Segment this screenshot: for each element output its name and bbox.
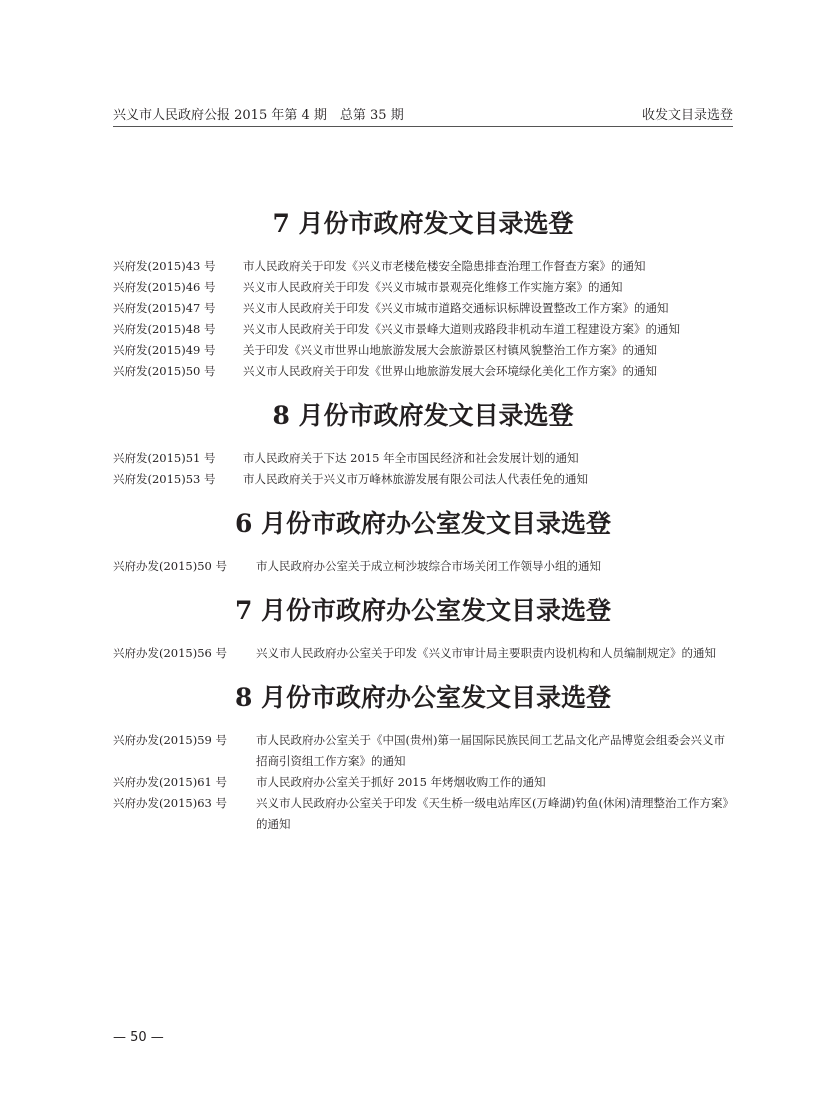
document-number: 兴府发(2015)43 号 — [113, 259, 216, 273]
document-list — [113, 448, 733, 490]
document-title: 市人民政府关于下达 2015 年全市国民经济和社会发展计划的通知 — [243, 451, 579, 465]
document-entry — [113, 556, 733, 577]
document-number: 兴府发(2015)49 号 — [113, 343, 216, 357]
section-title: 7 月份市政府发文目录选登 — [272, 209, 574, 238]
section-august-government-documents — [113, 392, 733, 490]
document-title: 兴义市人民政府关于印发《兴义市景峰大道则戎路段非机动车道工程建设方案》的通知 — [243, 322, 680, 336]
document-list — [113, 256, 733, 382]
document-entry — [113, 361, 733, 382]
document-title: 兴义市人民政府办公室关于印发《天生桥一级电站库区(万峰湖)钓鱼(休闲)清理整治工作方案》的通知 — [256, 796, 729, 831]
document-title: 市人民政府办公室关于成立柯沙坡综合市场关闭工作领导小组的通知 — [256, 559, 601, 573]
section-title: 8 月份市政府办公室发文目录选登 — [234, 683, 612, 712]
document-number: 兴府办发(2015)63 号 — [113, 796, 228, 810]
document-number: 兴府发(2015)48 号 — [113, 322, 216, 336]
document-title: 兴义市人民政府关于印发《世界山地旅游发展大会环境绿化美化工作方案》的通知 — [243, 364, 657, 378]
header-section-title: 收发文目录选登 — [641, 108, 733, 123]
document-entry — [113, 730, 733, 772]
document-number: 兴府发(2015)50 号 — [113, 364, 216, 378]
section-august-office-documents — [113, 674, 733, 835]
document-title: 兴义市人民政府关于印发《兴义市城市景观亮化维修工作实施方案》的通知 — [243, 280, 623, 294]
document-list — [113, 730, 733, 835]
document-number: 兴府发(2015)46 号 — [113, 280, 216, 294]
page-number: — 50 — — [113, 1030, 164, 1045]
document-entry — [113, 298, 733, 319]
section-title: 6 月份市政府办公室发文目录选登 — [234, 509, 612, 538]
document-list — [113, 643, 733, 664]
section-title: 7 月份市政府办公室发文目录选登 — [234, 596, 612, 625]
section-title: 8 月份市政府发文目录选登 — [272, 401, 574, 430]
document-entry — [113, 319, 733, 340]
document-entry — [113, 793, 733, 835]
section-june-office-documents — [113, 500, 733, 577]
document-entry — [113, 772, 733, 793]
document-number: 兴府发(2015)53 号 — [113, 472, 216, 486]
document-entry — [113, 340, 733, 361]
document-title: 市人民政府关于印发《兴义市老楼危楼安全隐患排查治理工作督查方案》的通知 — [243, 259, 646, 273]
document-title: 市人民政府办公室关于抓好 2015 年烤烟收购工作的通知 — [256, 775, 546, 789]
document-entry — [113, 448, 733, 469]
document-number: 兴府办发(2015)61 号 — [113, 775, 228, 789]
document-list — [113, 556, 733, 577]
section-july-government-documents — [113, 200, 733, 382]
section-july-office-documents — [113, 587, 733, 664]
document-number: 兴府发(2015)47 号 — [113, 301, 216, 315]
document-title: 兴义市人民政府关于印发《兴义市城市道路交通标识标牌设置整改工作方案》的通知 — [243, 301, 669, 315]
document-title: 兴义市人民政府办公室关于印发《兴义市审计局主要职责内设机构和人员编制规定》的通知 — [256, 646, 716, 660]
document-entry — [113, 469, 733, 490]
document-number: 兴府办发(2015)59 号 — [113, 733, 228, 747]
document-body — [113, 200, 733, 845]
document-number: 兴府发(2015)51 号 — [113, 451, 216, 465]
document-number: 兴府办发(2015)50 号 — [113, 559, 228, 573]
document-number: 兴府办发(2015)56 号 — [113, 646, 228, 660]
document-title: 关于印发《兴义市世界山地旅游发展大会旅游景区村镇风貌整治工作方案》的通知 — [243, 343, 657, 357]
page-header — [113, 104, 733, 127]
document-title: 市人民政府办公室关于《中国(贵州)第一届国际民族民间工艺品文化产品博览会组委会兴义市招商引资组工作方案》的通知 — [256, 733, 725, 768]
document-entry — [113, 643, 733, 664]
document-entry — [113, 277, 733, 298]
header-publication-title: 兴义市人民政府公报 2015 年第 4 期 总第 35 期 — [113, 108, 404, 123]
document-entry — [113, 256, 733, 277]
document-title: 市人民政府关于兴义市万峰林旅游发展有限公司法人代表任免的通知 — [243, 472, 588, 486]
